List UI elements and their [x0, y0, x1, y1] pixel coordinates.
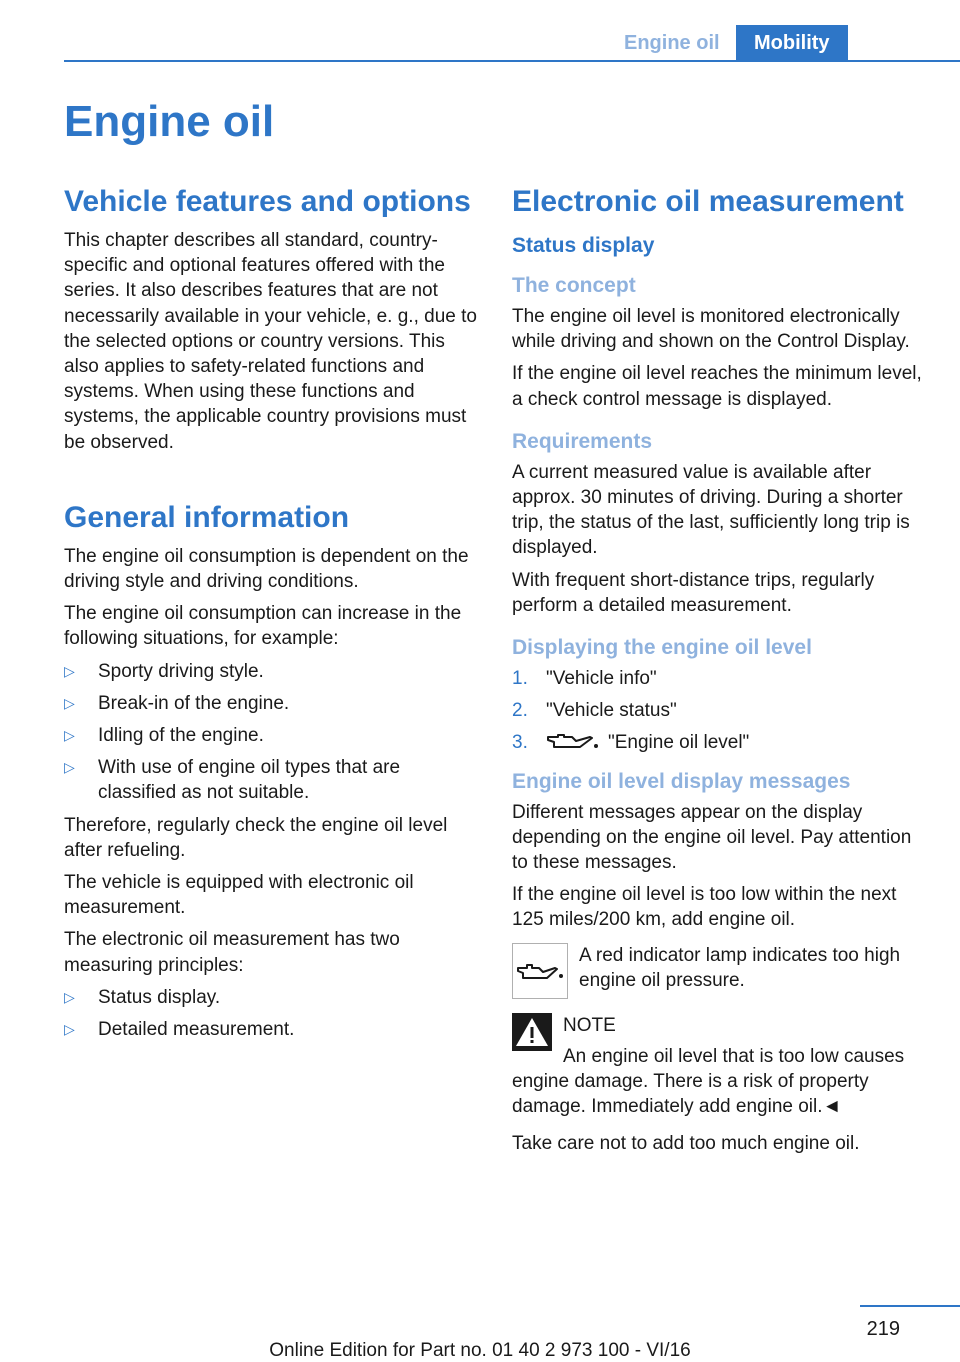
- concept-heading: The concept: [512, 274, 636, 297]
- header-rule: [64, 60, 960, 62]
- list-item: 2. "Vehicle status": [512, 700, 677, 722]
- indicator-text: A red indicator lamp indicates too high engine oil pressure.: [579, 944, 901, 991]
- triangle-bullet-icon: ▷: [64, 694, 75, 711]
- page-title: Engine oil: [64, 97, 275, 146]
- footer-rule: [860, 1305, 960, 1307]
- general-info-p1: The engine oil consumption is dependent on the driving style and driving conditions.: [64, 545, 469, 593]
- indicator-note: [512, 943, 932, 999]
- refuel-check-text: Therefore, regularly check the engine oil level after refueling.: [64, 814, 448, 861]
- messages-p1: Different messages appear on the display depending on the engine oil level. Pay attention to these messages.: [512, 801, 912, 874]
- steps-list: [512, 666, 932, 756]
- triangle-bullet-icon: ▷: [64, 727, 75, 744]
- triangle-bullet-icon: ▷: [64, 759, 75, 776]
- triangle-bullet-icon: ▷: [64, 988, 75, 1005]
- electronic-oil-heading: Electronic oil measurement: [512, 185, 904, 218]
- general-info-heading: General information: [64, 500, 350, 534]
- messages-heading: Engine oil level display messages: [512, 769, 851, 793]
- final-text: Take care not to add too much engine oil.: [512, 1133, 860, 1155]
- status-display-heading: Status display: [512, 234, 655, 257]
- edition-text: Online Edition for Part no. 01 40 2 973 100 - VI/16: [269, 1340, 691, 1361]
- list-item: ▷ Idling of the engine.: [64, 725, 264, 747]
- oil-pressure-lamp-icon: [512, 943, 568, 999]
- list-item: ▷ Sporty driving style.: [64, 660, 264, 682]
- concept-p1: The engine oil level is monitored electronically while driving and shown on the Control Display.: [512, 306, 910, 353]
- list-item: 1. "Vehicle info": [512, 668, 657, 690]
- list-item: 3. "Engine oil level": [512, 732, 750, 754]
- displaying-heading: Displaying the engine oil level: [512, 636, 812, 660]
- requirements-p2: With frequent short-distance trips, regularly perform a detailed measurement.: [512, 569, 875, 616]
- list-item: ▷ Status display.: [64, 986, 221, 1008]
- warning-note: [512, 1013, 932, 1120]
- warning-triangle-icon: [512, 1013, 552, 1051]
- requirements-heading: Requirements: [512, 429, 653, 453]
- left-column: [64, 182, 482, 1049]
- requirements-p1: A current measured value is available after approx. 30 minutes of driving. During a shorter trip, the status of the last, sufficiently long trip is displayed.: [512, 461, 910, 559]
- vehicle-features-text: This chapter describes all standard, country-specific and optional features offered with the series. It also describes features that are not necessarily available in your vehicle, e. g., due to the selected options or country versions. This also applies to safety-related functions and systems. When using these functions and systems, the applicable country provisions must be observed.: [64, 230, 477, 453]
- note-label: NOTE: [563, 1014, 616, 1036]
- header-chapter-tab: Mobility: [736, 25, 848, 61]
- header-section-tab: Engine oil: [624, 32, 720, 54]
- page-number: 219: [866, 1318, 900, 1340]
- list-item: ▷ Break-in of the engine.: [64, 692, 290, 714]
- messages-p2: If the engine oil level is too low within the next 125 miles/200 km, add engine oil.: [512, 884, 897, 931]
- equipped-text: The vehicle is equipped with electronic oil measurement.: [64, 872, 414, 919]
- note-text-line1: An engine oil level that is too low causes: [563, 1045, 905, 1067]
- general-info-p2: The engine oil consumption can increase in the following situations, for example:: [64, 603, 462, 650]
- concept-p2: If the engine oil level reaches the minimum level, a check control message is displayed.: [512, 363, 922, 410]
- list-item: ▷ Detailed measurement.: [64, 1019, 295, 1041]
- triangle-bullet-icon: ▷: [64, 1021, 75, 1038]
- situations-list: [64, 659, 482, 806]
- principles-list: [64, 985, 482, 1042]
- triangle-bullet-icon: ▷: [64, 662, 75, 679]
- vehicle-features-heading: Vehicle features and options: [64, 185, 471, 218]
- list-item: ▷ With use of engine oil types that are classified as not suitable.: [64, 757, 401, 804]
- oil-can-icon: [546, 731, 600, 751]
- right-column: [512, 182, 932, 1164]
- note-text-rest: engine damage. There is a risk of property damage. Immediately add engine oil.◄: [512, 1071, 869, 1118]
- principles-intro-text: The electronic oil measurement has two measuring principles:: [64, 929, 400, 976]
